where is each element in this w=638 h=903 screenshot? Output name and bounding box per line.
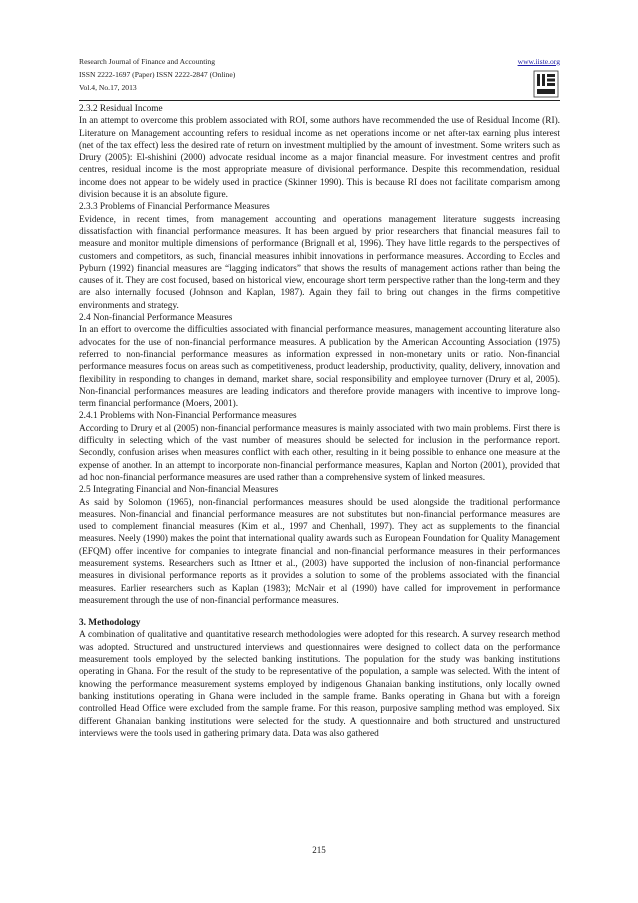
section-2-5-paragraph: As said by Solomon (1965), non-financial performances measures should be used alongside the traditional performance measures. Non-financial and financial performance measures are not substitutes but non-financial performance measures are used to complement financial measures (Kim et al., 1997 and Chenhall, 1997). They act as supplements to the financial measures. Neely (1990) makes the point that international quality awards such as European Foundation for Quality Management (EFQM) offer incentive for companies to integrate financial and non-financial performance measures in their performances measurement systems. Researchers such as Ittner et al., (2003) have supported the inclusion of non-financial performance measures in divisional performance reports as it provides a solution to some of the problems associated with the financial measures. Earlier researchers such as Kaplan (1983); McNair et al (1990) have called for improvement in performance measurement through the use of non-financial performance measures. xyxy=(79,497,560,606)
journal-url-link[interactable]: www.iiste.org xyxy=(517,57,560,66)
section-2-3-2-heading: 2.3.2 Residual Income xyxy=(79,104,163,114)
section-2-4-1-paragraph: According to Drury et al (2005) non-financial performance measures is mainly associated with two main problems. First there is difficulty in selecting which of the vast number of measures should be selected for inclusion in the performance report. Secondly, confusion arises when measures conflict with each other, resulting in it being possible to enhance one measure at the expense of another. In an attempt to incorporate non-financial performance measures, Kaplan and Norton (2001), provided that ad hoc non-financial performance measures are used rather than a comprehensive system of linked measures. xyxy=(79,423,560,483)
page-header xyxy=(79,55,560,101)
section-2-5-heading: 2.5 Integrating Financial and Non-financial Measures xyxy=(79,485,279,496)
section-3-heading: 3. Methodology xyxy=(79,618,141,629)
header-rule xyxy=(79,100,560,101)
issn-line: ISSN 2222-1697 (Paper) ISSN 2222-2847 (Online) xyxy=(79,70,236,79)
section-2-4-1-heading: 2.4.1 Problems with Non-Financial Performance measures xyxy=(79,411,297,422)
section-2-4-paragraph: In an effort to overcome the difficulties associated with financial performance measures, management accounting literature also advocates for the use of non-financial performance measures. A publication by the American Accounting Association (1975) referred to non-financial performance measures as information expressed in non-monetary units or ratio. Non-financial performance measures focus on areas such as competitiveness, product leadership, productivity, quality, delivery, innovation and flexibility in responding to changes in demand, market share, social responsibility and employee turnover (Drury et al, 2005). Non-financial performances measures are leading indicators and therefore provide managers with incentive to improve long-term financial performance (Moers, 2001). xyxy=(79,325,560,410)
section-2-3-2-paragraph: In an attempt to overcome this problem associated with ROI, some authors have recommended the use of Residual Income (RI). Literature on Management accounting refers to residual income as net operations income or net after-tax earning plus interest (net of the tax effect) less the desired rate of return on investment multiplied by the amount of investment. Some writers such as Drury (2005): El-shishini (2000) advocate residual income as a major financial measure. For investment centres and profit centres, residual income is the most appropriate measure of divisional performance. Despite this recommendation, residual income does not appear to be widely used in practice (Skinner 1990). This is because RI does not facilitate comparism among division because it is an absolute figure. xyxy=(79,116,560,201)
section-2-3-3-paragraph: Evidence, in recent times, from management accounting and operations management literature suggests increasing dissatisfaction with financial performance measures. It has been argued by prior researchers that financial measures fail to measure and monitor multiple dimensions of performance (Brignall et al, 1996). They have little regards to the perspectives of customers and competitors, as such, financial measures inhibit innovations in performance measures. According to Eccles and Pyburn (1992) financial measures are “lagging indicators” that shows the results of management actions rather than being the causes of it. They are cost focused, based on historical view, encourage short term perspective rather than the long-term and they are also internally focused (Johnson and Kaplan, 1987). Again they fail to bring out changes in the firms competitive environments and strategy. xyxy=(79,214,560,311)
iiste-logo-icon xyxy=(533,70,559,98)
section-2-3-3-heading: 2.3.3 Problems of Financial Performance Measures xyxy=(79,202,270,213)
volume-line: Vol.4, No.17, 2013 xyxy=(79,83,137,92)
article-body xyxy=(79,103,560,740)
page-number: 215 xyxy=(312,845,326,855)
section-2-4-heading: 2.4 Non-financial Performance Measures xyxy=(79,313,233,324)
journal-title: Research Journal of Finance and Accounting xyxy=(79,57,216,66)
section-gap xyxy=(79,607,560,617)
section-3-paragraph: A combination of qualitative and quantitative research methodologies were adopted for this research. A survey research method was adopted. Structured and unstructured interviews and questionnaires were designed to collect data on the performance measurement tools employed by the selected banking institutions. The population for the study was banking institutions operating in Ghana. For the result of the study to be representative of the population, a sample was selected. With the intent of knowing the performance measurement systems employed by indigenous Ghanaian banking institutions, only locally owned banking institutions operating in Ghana were included in the sample frame. Banks operating in Ghana but with a foreign controlled Head Office were excluded from the sample frame. For this reason, purposive sampling method was employed. Six different Ghanaian banking institutions were selected for the study. A questionnaire and both structured and unstructured interviews were the tools used in gathering primary data. Data was also gathered xyxy=(79,630,560,739)
